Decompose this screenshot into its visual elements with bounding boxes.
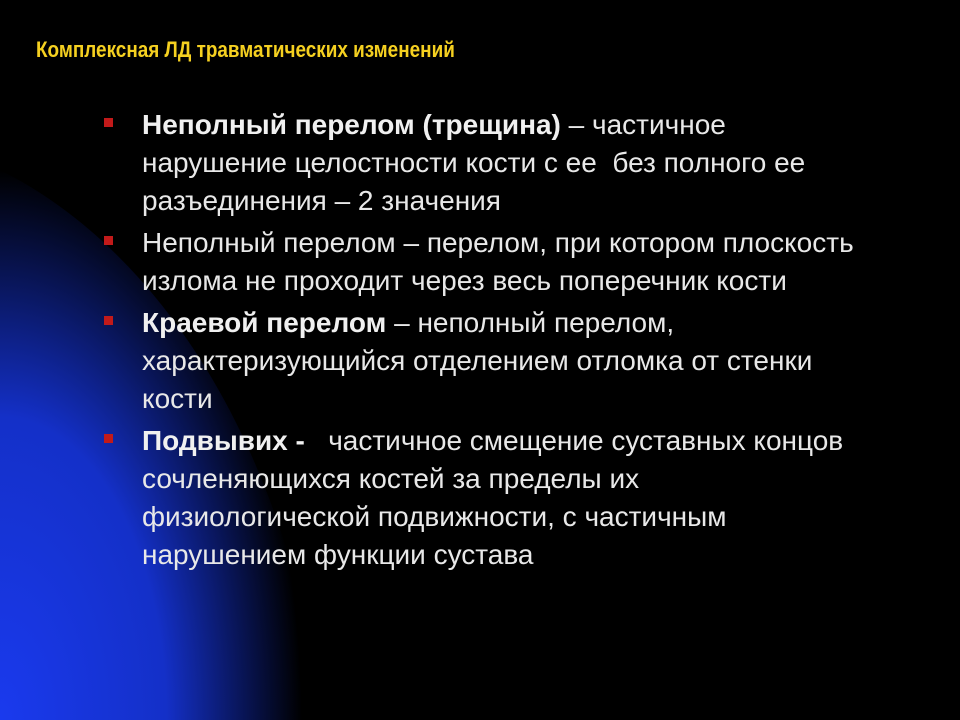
square-bullet-icon: [104, 316, 113, 325]
item-term: Подвывих -: [142, 425, 313, 456]
slide-title: Комплексная ЛД травматических изменений: [36, 37, 455, 62]
list-item: [104, 422, 864, 574]
item-description: – частичное нарушение целостности кости с ее без полного ее разъединения – 2 значения: [142, 109, 814, 216]
item-description: Неполный перелом – перелом, при котором плоскость излома не проходит через весь поперечник кости: [142, 227, 862, 296]
square-bullet-icon: [104, 236, 113, 245]
item-term: Неполный перелом (трещина): [142, 109, 561, 140]
bullet-list: [104, 106, 864, 578]
item-description: частичное смещение суставных концов сочленяющихся костей за пределы их физиологической подвижности, с частичным нарушением функции сустава: [142, 425, 851, 570]
list-item: [104, 224, 864, 300]
list-item: [104, 304, 864, 418]
square-bullet-icon: [104, 434, 113, 443]
list-item: [104, 106, 864, 220]
square-bullet-icon: [104, 118, 113, 127]
item-description: – неполный перелом, характеризующийся отделением отломка от стенки кости: [142, 307, 821, 414]
item-term: Краевой перелом: [142, 307, 387, 338]
